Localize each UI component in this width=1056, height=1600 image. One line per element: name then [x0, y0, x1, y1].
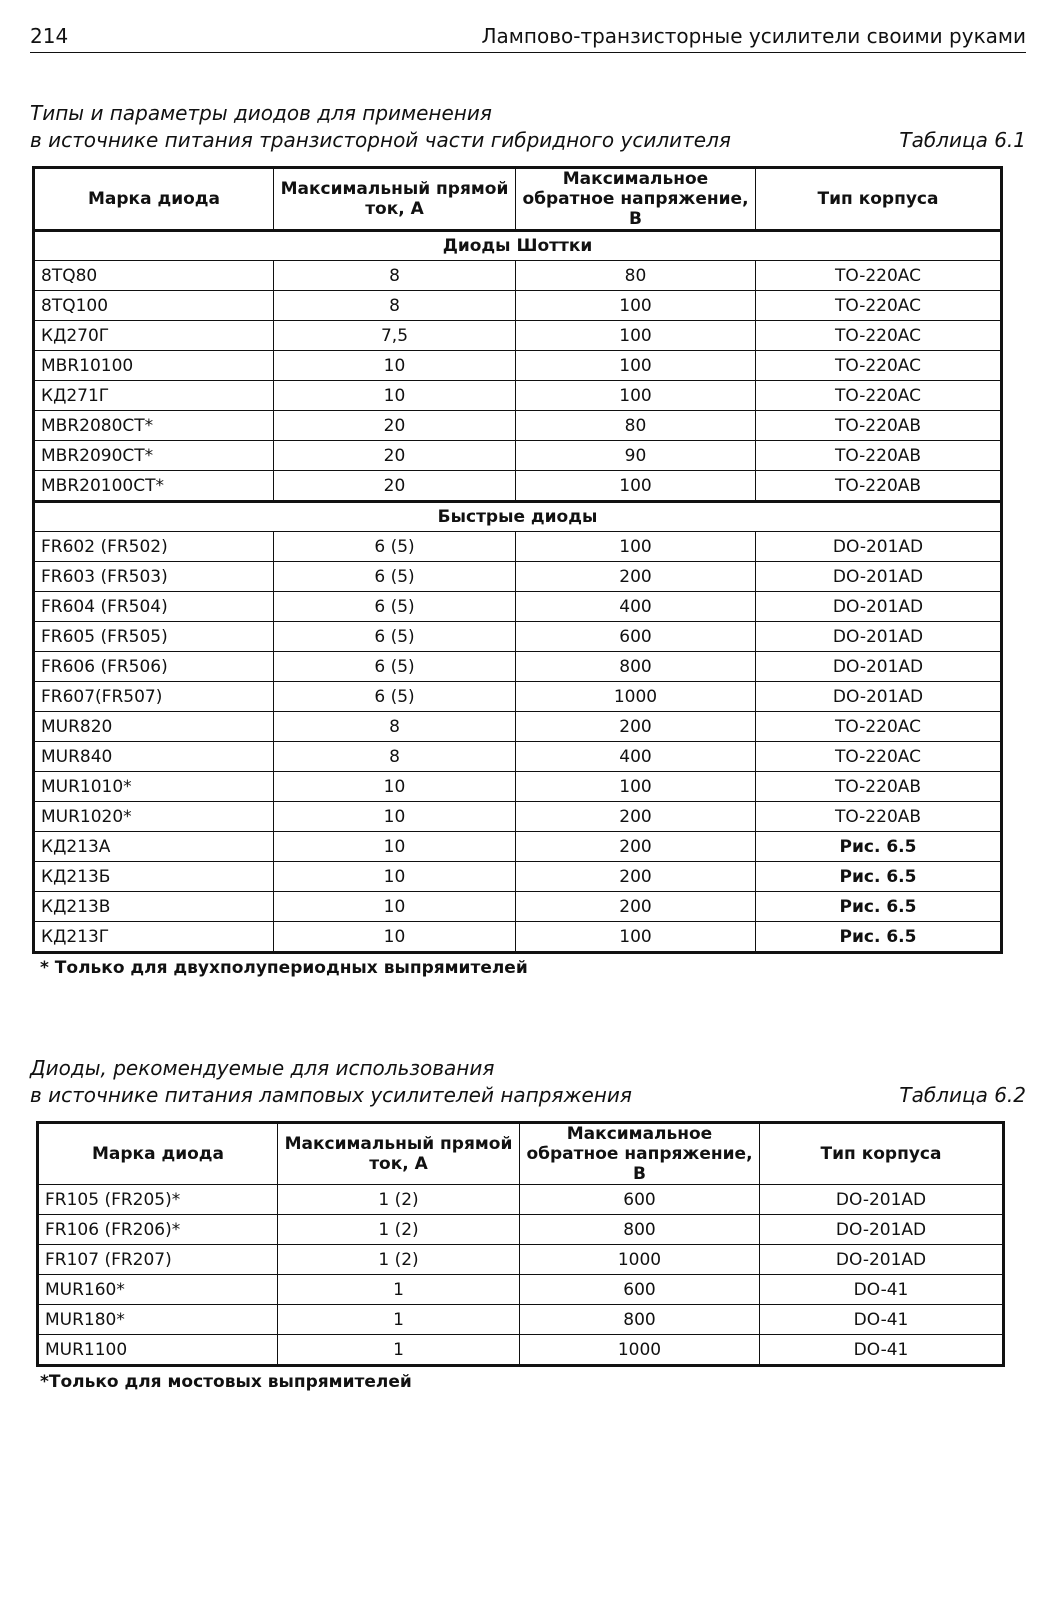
table1-caption	[30, 100, 1026, 154]
cell-mark: MBR2080CT*	[34, 411, 274, 441]
table-row	[34, 802, 1002, 832]
cell-current: 6 (5)	[274, 532, 516, 562]
cell-voltage: 100	[516, 532, 756, 562]
cell-mark: MUR1010*	[34, 772, 274, 802]
cell-voltage: 100	[516, 291, 756, 321]
cell-package: DO-41	[760, 1335, 1004, 1366]
table-row	[34, 892, 1002, 922]
cell-voltage: 80	[516, 411, 756, 441]
cell-current: 6 (5)	[274, 652, 516, 682]
cell-package: TO-220AB	[756, 471, 1002, 502]
cell-package: TO-220AC	[756, 712, 1002, 742]
cell-current: 1	[278, 1275, 520, 1305]
cell-current: 10	[274, 772, 516, 802]
cell-mark: MBR20100CT*	[34, 471, 274, 502]
cell-voltage: 200	[516, 562, 756, 592]
cell-mark: FR106 (FR206)*	[38, 1215, 278, 1245]
table-row	[38, 1245, 1004, 1275]
section-row	[34, 231, 1002, 261]
section-title: Диоды Шоттки	[34, 231, 1002, 261]
table-row	[38, 1275, 1004, 1305]
cell-mark: FR605 (FR505)	[34, 622, 274, 652]
table-row	[34, 381, 1002, 411]
cell-voltage: 100	[516, 351, 756, 381]
table1-caption-line1: Типы и параметры диодов для применения	[30, 101, 492, 125]
cell-package: DO-201AD	[756, 532, 1002, 562]
running-head	[30, 18, 1026, 53]
table-row	[34, 652, 1002, 682]
table-header-row	[34, 168, 1002, 231]
cell-current: 10	[274, 381, 516, 411]
table1-label: Таблица 6.1	[899, 128, 1026, 152]
cell-current: 1 (2)	[278, 1245, 520, 1275]
table2-footnote: *Только для мостовых выпрямителей	[40, 1372, 412, 1392]
cell-current: 1	[278, 1335, 520, 1366]
cell-package: TO-220AC	[756, 742, 1002, 772]
cell-package: DO-201AD	[756, 652, 1002, 682]
table-row	[34, 261, 1002, 291]
table-row	[38, 1185, 1004, 1215]
cell-mark: MUR820	[34, 712, 274, 742]
column-header-voltage: Максимальное обратное напряжение, В	[520, 1123, 760, 1185]
cell-mark: КД271Г	[34, 381, 274, 411]
table-row	[34, 742, 1002, 772]
cell-current: 20	[274, 441, 516, 471]
table2-label: Таблица 6.2	[899, 1083, 1026, 1107]
cell-voltage: 100	[516, 471, 756, 502]
cell-voltage: 600	[520, 1185, 760, 1215]
table2-caption	[30, 1055, 1026, 1109]
table-row	[34, 592, 1002, 622]
cell-mark: FR107 (FR207)	[38, 1245, 278, 1275]
cell-package: DO-201AD	[760, 1215, 1004, 1245]
table-row	[34, 351, 1002, 381]
cell-mark: MUR1020*	[34, 802, 274, 832]
cell-current: 1	[278, 1305, 520, 1335]
cell-voltage: 100	[516, 321, 756, 351]
cell-voltage: 1000	[520, 1245, 760, 1275]
cell-current: 10	[274, 351, 516, 381]
cell-package: DO-201AD	[760, 1245, 1004, 1275]
section-title: Быстрые диоды	[34, 502, 1002, 532]
table-row	[34, 291, 1002, 321]
cell-mark: MUR160*	[38, 1275, 278, 1305]
cell-package: DO-201AD	[760, 1185, 1004, 1215]
cell-mark: КД213Б	[34, 862, 274, 892]
cell-voltage: 100	[516, 381, 756, 411]
column-header-current: Максимальный прямой ток, А	[274, 168, 516, 231]
cell-package: TO-220AB	[756, 802, 1002, 832]
table-row	[34, 471, 1002, 502]
cell-current: 6 (5)	[274, 622, 516, 652]
cell-voltage: 200	[516, 712, 756, 742]
cell-voltage: 800	[520, 1305, 760, 1335]
cell-package: TO-220AC	[756, 351, 1002, 381]
diode-table-6-2	[36, 1121, 1005, 1367]
cell-mark: MUR180*	[38, 1305, 278, 1335]
cell-current: 10	[274, 862, 516, 892]
cell-current: 20	[274, 471, 516, 502]
table-row	[38, 1305, 1004, 1335]
cell-package: DO-41	[760, 1275, 1004, 1305]
cell-package: TO-220AC	[756, 381, 1002, 411]
cell-current: 8	[274, 712, 516, 742]
cell-package: DO-201AD	[756, 592, 1002, 622]
cell-mark: КД270Г	[34, 321, 274, 351]
cell-mark: FR602 (FR502)	[34, 532, 274, 562]
diode-table-6-1	[32, 166, 1003, 954]
table1-caption-line2: в источнике питания транзисторной части гибридного усилителя	[30, 128, 731, 152]
table-row	[34, 862, 1002, 892]
cell-package: DO-41	[760, 1305, 1004, 1335]
cell-mark: КД213Г	[34, 922, 274, 953]
cell-current: 8	[274, 291, 516, 321]
cell-voltage: 80	[516, 261, 756, 291]
table-row	[34, 321, 1002, 351]
cell-mark: FR604 (FR504)	[34, 592, 274, 622]
cell-package: TO-220AC	[756, 321, 1002, 351]
cell-mark: FR606 (FR506)	[34, 652, 274, 682]
cell-voltage: 600	[520, 1275, 760, 1305]
column-header-package: Тип корпуса	[760, 1123, 1004, 1185]
cell-package: Рис. 6.5	[756, 862, 1002, 892]
cell-voltage: 1000	[520, 1335, 760, 1366]
cell-voltage: 800	[520, 1215, 760, 1245]
cell-voltage: 400	[516, 742, 756, 772]
cell-current: 10	[274, 922, 516, 953]
table2-caption-line1: Диоды, рекомендуемые для использования	[30, 1056, 495, 1080]
section-row	[34, 502, 1002, 532]
table1-footnote: * Только для двухполупериодных выпрямителей	[40, 958, 528, 978]
column-header-mark: Марка диода	[38, 1123, 278, 1185]
table-row	[38, 1335, 1004, 1366]
cell-package: TO-220AB	[756, 772, 1002, 802]
table-row	[38, 1215, 1004, 1245]
cell-voltage: 100	[516, 922, 756, 953]
cell-mark: 8TQ100	[34, 291, 274, 321]
table-row	[34, 622, 1002, 652]
cell-package: TO-220AC	[756, 291, 1002, 321]
table-row	[34, 411, 1002, 441]
cell-current: 6 (5)	[274, 562, 516, 592]
cell-voltage: 200	[516, 892, 756, 922]
cell-voltage: 600	[516, 622, 756, 652]
cell-mark: 8TQ80	[34, 261, 274, 291]
cell-current: 10	[274, 832, 516, 862]
column-header-current: Максимальный прямой ток, А	[278, 1123, 520, 1185]
cell-package: DO-201AD	[756, 562, 1002, 592]
cell-current: 6 (5)	[274, 592, 516, 622]
column-header-mark: Марка диода	[34, 168, 274, 231]
cell-package: Рис. 6.5	[756, 922, 1002, 953]
cell-mark: MBR2090CT*	[34, 441, 274, 471]
cell-voltage: 100	[516, 772, 756, 802]
table-row	[34, 532, 1002, 562]
table-row	[34, 682, 1002, 712]
cell-voltage: 200	[516, 802, 756, 832]
cell-current: 10	[274, 802, 516, 832]
cell-mark: MBR10100	[34, 351, 274, 381]
column-header-voltage: Максимальное обратное напряжение, В	[516, 168, 756, 231]
cell-package: Рис. 6.5	[756, 832, 1002, 862]
cell-mark: КД213А	[34, 832, 274, 862]
cell-mark: КД213В	[34, 892, 274, 922]
cell-voltage: 200	[516, 862, 756, 892]
cell-current: 8	[274, 261, 516, 291]
cell-current: 1 (2)	[278, 1215, 520, 1245]
cell-package: Рис. 6.5	[756, 892, 1002, 922]
cell-voltage: 800	[516, 652, 756, 682]
cell-current: 1 (2)	[278, 1185, 520, 1215]
cell-package: DO-201AD	[756, 682, 1002, 712]
cell-current: 7,5	[274, 321, 516, 351]
column-header-package: Тип корпуса	[756, 168, 1002, 231]
cell-mark: FR607(FR507)	[34, 682, 274, 712]
table-row	[34, 562, 1002, 592]
table-row	[34, 832, 1002, 862]
table-row	[34, 772, 1002, 802]
book-title: Лампово-транзисторные усилители своими руками	[481, 24, 1026, 48]
cell-current: 10	[274, 892, 516, 922]
cell-mark: FR105 (FR205)*	[38, 1185, 278, 1215]
cell-voltage: 200	[516, 832, 756, 862]
table-row	[34, 922, 1002, 953]
cell-package: DO-201AD	[756, 622, 1002, 652]
table-row	[34, 712, 1002, 742]
cell-mark: MUR840	[34, 742, 274, 772]
page-number: 214	[30, 24, 69, 48]
table2-caption-line2: в источнике питания ламповых усилителей напряжения	[30, 1083, 632, 1107]
cell-voltage: 1000	[516, 682, 756, 712]
table-header-row	[38, 1123, 1004, 1185]
cell-voltage: 400	[516, 592, 756, 622]
cell-voltage: 90	[516, 441, 756, 471]
cell-package: TO-220AC	[756, 261, 1002, 291]
cell-package: TO-220AB	[756, 411, 1002, 441]
cell-package: TO-220AB	[756, 441, 1002, 471]
cell-current: 20	[274, 411, 516, 441]
cell-mark: MUR1100	[38, 1335, 278, 1366]
cell-mark: FR603 (FR503)	[34, 562, 274, 592]
table-row	[34, 441, 1002, 471]
cell-current: 6 (5)	[274, 682, 516, 712]
cell-current: 8	[274, 742, 516, 772]
